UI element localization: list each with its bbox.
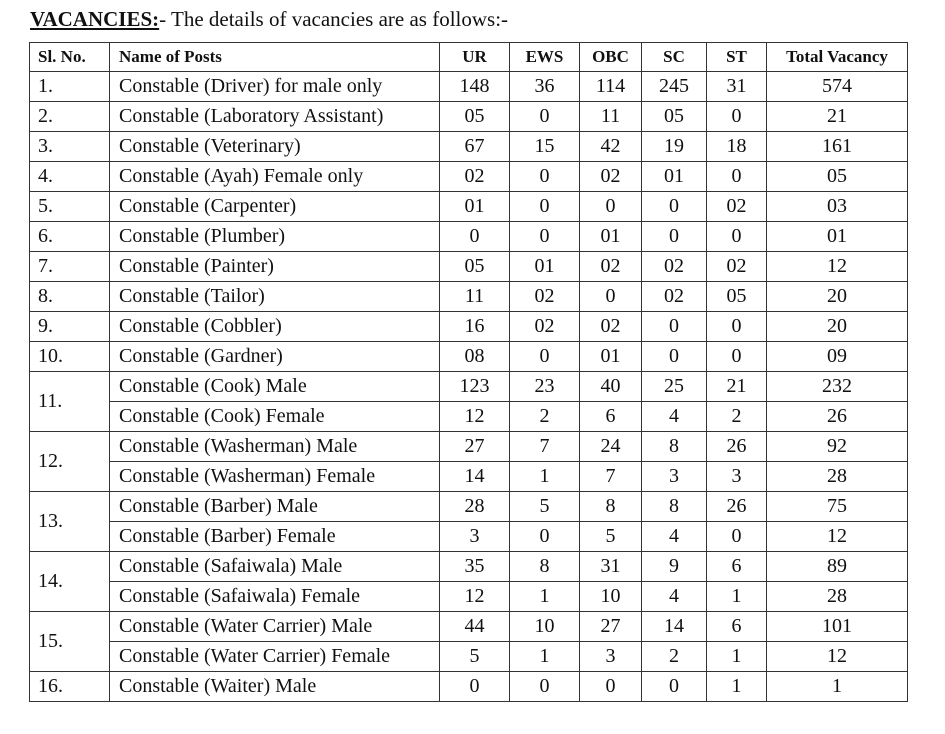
table-row [30, 672, 908, 702]
cell-sl-no: 7. [30, 252, 110, 282]
table-row [30, 312, 908, 342]
cell-obc: 02 [580, 252, 642, 282]
table-row [30, 222, 908, 252]
cell-ews: 1 [510, 642, 580, 672]
cell-total: 232 [767, 372, 908, 402]
cell-st: 0 [707, 522, 767, 552]
cell-total: 05 [767, 162, 908, 192]
cell-ews: 36 [510, 72, 580, 102]
table-row [30, 552, 908, 582]
cell-post-name: Constable (Water Carrier) Male [110, 612, 440, 642]
cell-ews: 1 [510, 582, 580, 612]
cell-post-name: Constable (Plumber) [110, 222, 440, 252]
cell-ews: 7 [510, 432, 580, 462]
cell-ews: 23 [510, 372, 580, 402]
cell-sl-no: 6. [30, 222, 110, 252]
cell-ur: 148 [440, 72, 510, 102]
cell-total: 01 [767, 222, 908, 252]
cell-post-name: Constable (Washerman) Male [110, 432, 440, 462]
cell-total: 12 [767, 642, 908, 672]
cell-obc: 0 [580, 192, 642, 222]
cell-sc: 02 [642, 282, 707, 312]
header-total-vacancy: Total Vacancy [767, 43, 908, 72]
cell-ur: 28 [440, 492, 510, 522]
cell-ews: 2 [510, 402, 580, 432]
table-row [30, 402, 908, 432]
cell-post-name: Constable (Gardner) [110, 342, 440, 372]
table-row [30, 72, 908, 102]
cell-obc: 02 [580, 312, 642, 342]
cell-ur: 05 [440, 102, 510, 132]
vacancy-table [29, 42, 908, 702]
cell-sl-no: 14. [30, 552, 110, 612]
cell-sc: 245 [642, 72, 707, 102]
cell-st: 6 [707, 612, 767, 642]
cell-post-name: Constable (Cook) Female [110, 402, 440, 432]
cell-sc: 19 [642, 132, 707, 162]
cell-ur: 05 [440, 252, 510, 282]
cell-total: 09 [767, 342, 908, 372]
cell-ews: 01 [510, 252, 580, 282]
cell-ur: 12 [440, 402, 510, 432]
header-name-of-posts: Name of Posts [110, 43, 440, 72]
cell-sc: 02 [642, 252, 707, 282]
cell-ews: 0 [510, 222, 580, 252]
cell-st: 05 [707, 282, 767, 312]
cell-st: 3 [707, 462, 767, 492]
cell-sc: 8 [642, 492, 707, 522]
header-ur: UR [440, 43, 510, 72]
cell-post-name: Constable (Barber) Male [110, 492, 440, 522]
cell-obc: 0 [580, 282, 642, 312]
cell-sc: 4 [642, 582, 707, 612]
cell-ews: 0 [510, 522, 580, 552]
cell-st: 21 [707, 372, 767, 402]
cell-sl-no: 9. [30, 312, 110, 342]
cell-sc: 4 [642, 522, 707, 552]
cell-ews: 5 [510, 492, 580, 522]
cell-sc: 0 [642, 342, 707, 372]
cell-post-name: Constable (Driver) for male only [110, 72, 440, 102]
cell-obc: 10 [580, 582, 642, 612]
table-row [30, 522, 908, 552]
cell-ur: 0 [440, 672, 510, 702]
cell-post-name: Constable (Cobbler) [110, 312, 440, 342]
table-row [30, 612, 908, 642]
cell-ur: 123 [440, 372, 510, 402]
cell-sl-no: 15. [30, 612, 110, 672]
heading-text: - The details of vacancies are as follows:- [159, 7, 509, 31]
cell-total: 1 [767, 672, 908, 702]
cell-sc: 9 [642, 552, 707, 582]
cell-sl-no: 2. [30, 102, 110, 132]
cell-ur: 08 [440, 342, 510, 372]
header-st: ST [707, 43, 767, 72]
cell-sc: 0 [642, 312, 707, 342]
cell-post-name: Constable (Washerman) Female [110, 462, 440, 492]
cell-st: 1 [707, 642, 767, 672]
cell-ur: 12 [440, 582, 510, 612]
cell-st: 0 [707, 342, 767, 372]
table-row [30, 282, 908, 312]
table-row [30, 372, 908, 402]
table-row [30, 432, 908, 462]
cell-obc: 42 [580, 132, 642, 162]
cell-sc: 05 [642, 102, 707, 132]
cell-total: 28 [767, 582, 908, 612]
cell-ur: 14 [440, 462, 510, 492]
cell-total: 75 [767, 492, 908, 522]
cell-st: 1 [707, 672, 767, 702]
cell-ews: 8 [510, 552, 580, 582]
cell-post-name: Constable (Painter) [110, 252, 440, 282]
cell-total: 161 [767, 132, 908, 162]
cell-ews: 0 [510, 192, 580, 222]
header-obc: OBC [580, 43, 642, 72]
cell-st: 02 [707, 192, 767, 222]
cell-ews: 0 [510, 342, 580, 372]
cell-ews: 0 [510, 672, 580, 702]
cell-st: 0 [707, 222, 767, 252]
cell-st: 6 [707, 552, 767, 582]
cell-ews: 1 [510, 462, 580, 492]
cell-obc: 40 [580, 372, 642, 402]
cell-sl-no: 16. [30, 672, 110, 702]
cell-st: 02 [707, 252, 767, 282]
cell-post-name: Constable (Ayah) Female only [110, 162, 440, 192]
cell-obc: 01 [580, 342, 642, 372]
table-row [30, 132, 908, 162]
cell-sl-no: 13. [30, 492, 110, 552]
cell-total: 574 [767, 72, 908, 102]
cell-obc: 5 [580, 522, 642, 552]
cell-sc: 4 [642, 402, 707, 432]
cell-total: 12 [767, 252, 908, 282]
cell-sl-no: 12. [30, 432, 110, 492]
heading-label: VACANCIES: [30, 7, 160, 31]
cell-total: 92 [767, 432, 908, 462]
cell-sl-no: 11. [30, 372, 110, 432]
header-sc: SC [642, 43, 707, 72]
cell-obc: 3 [580, 642, 642, 672]
table-row [30, 162, 908, 192]
cell-st: 0 [707, 162, 767, 192]
cell-total: 12 [767, 522, 908, 552]
cell-ur: 3 [440, 522, 510, 552]
cell-total: 20 [767, 282, 908, 312]
cell-ur: 5 [440, 642, 510, 672]
cell-ur: 35 [440, 552, 510, 582]
table-row [30, 102, 908, 132]
cell-obc: 27 [580, 612, 642, 642]
cell-ews: 0 [510, 102, 580, 132]
cell-post-name: Constable (Laboratory Assistant) [110, 102, 440, 132]
cell-obc: 24 [580, 432, 642, 462]
cell-sc: 0 [642, 192, 707, 222]
cell-total: 20 [767, 312, 908, 342]
table-row [30, 582, 908, 612]
cell-ur: 11 [440, 282, 510, 312]
cell-ur: 27 [440, 432, 510, 462]
cell-sl-no: 10. [30, 342, 110, 372]
cell-st: 2 [707, 402, 767, 432]
cell-ews: 10 [510, 612, 580, 642]
cell-total: 21 [767, 102, 908, 132]
cell-post-name: Constable (Safaiwala) Female [110, 582, 440, 612]
cell-obc: 11 [580, 102, 642, 132]
cell-sc: 8 [642, 432, 707, 462]
cell-obc: 02 [580, 162, 642, 192]
cell-st: 1 [707, 582, 767, 612]
header-sl-no: Sl. No. [30, 43, 110, 72]
cell-st: 26 [707, 492, 767, 522]
cell-ur: 67 [440, 132, 510, 162]
cell-sc: 14 [642, 612, 707, 642]
cell-st: 26 [707, 432, 767, 462]
cell-ur: 0 [440, 222, 510, 252]
cell-st: 31 [707, 72, 767, 102]
cell-ews: 02 [510, 282, 580, 312]
cell-total: 101 [767, 612, 908, 642]
cell-post-name: Constable (Veterinary) [110, 132, 440, 162]
table-body [30, 72, 908, 702]
table-row [30, 642, 908, 672]
cell-sc: 0 [642, 672, 707, 702]
section-heading [30, 4, 508, 34]
cell-post-name: Constable (Safaiwala) Male [110, 552, 440, 582]
cell-sl-no: 1. [30, 72, 110, 102]
cell-st: 18 [707, 132, 767, 162]
table-row [30, 252, 908, 282]
cell-post-name: Constable (Cook) Male [110, 372, 440, 402]
cell-sc: 0 [642, 222, 707, 252]
cell-ur: 44 [440, 612, 510, 642]
cell-post-name: Constable (Barber) Female [110, 522, 440, 552]
cell-ur: 01 [440, 192, 510, 222]
cell-post-name: Constable (Tailor) [110, 282, 440, 312]
cell-sc: 01 [642, 162, 707, 192]
cell-post-name: Constable (Carpenter) [110, 192, 440, 222]
header-ews: EWS [510, 43, 580, 72]
cell-ews: 02 [510, 312, 580, 342]
cell-obc: 01 [580, 222, 642, 252]
cell-sl-no: 4. [30, 162, 110, 192]
cell-obc: 114 [580, 72, 642, 102]
cell-sc: 25 [642, 372, 707, 402]
cell-post-name: Constable (Waiter) Male [110, 672, 440, 702]
cell-total: 89 [767, 552, 908, 582]
cell-sl-no: 8. [30, 282, 110, 312]
table-row [30, 492, 908, 522]
table-row [30, 462, 908, 492]
cell-obc: 31 [580, 552, 642, 582]
cell-sc: 3 [642, 462, 707, 492]
cell-ews: 0 [510, 162, 580, 192]
cell-ur: 02 [440, 162, 510, 192]
table-header-row [30, 43, 908, 72]
cell-ur: 16 [440, 312, 510, 342]
cell-total: 26 [767, 402, 908, 432]
cell-total: 28 [767, 462, 908, 492]
cell-total: 03 [767, 192, 908, 222]
cell-st: 0 [707, 102, 767, 132]
cell-obc: 7 [580, 462, 642, 492]
cell-post-name: Constable (Water Carrier) Female [110, 642, 440, 672]
cell-ews: 15 [510, 132, 580, 162]
cell-sc: 2 [642, 642, 707, 672]
cell-st: 0 [707, 312, 767, 342]
cell-obc: 6 [580, 402, 642, 432]
cell-obc: 8 [580, 492, 642, 522]
cell-sl-no: 3. [30, 132, 110, 162]
cell-obc: 0 [580, 672, 642, 702]
cell-sl-no: 5. [30, 192, 110, 222]
table-row [30, 192, 908, 222]
table-row [30, 342, 908, 372]
